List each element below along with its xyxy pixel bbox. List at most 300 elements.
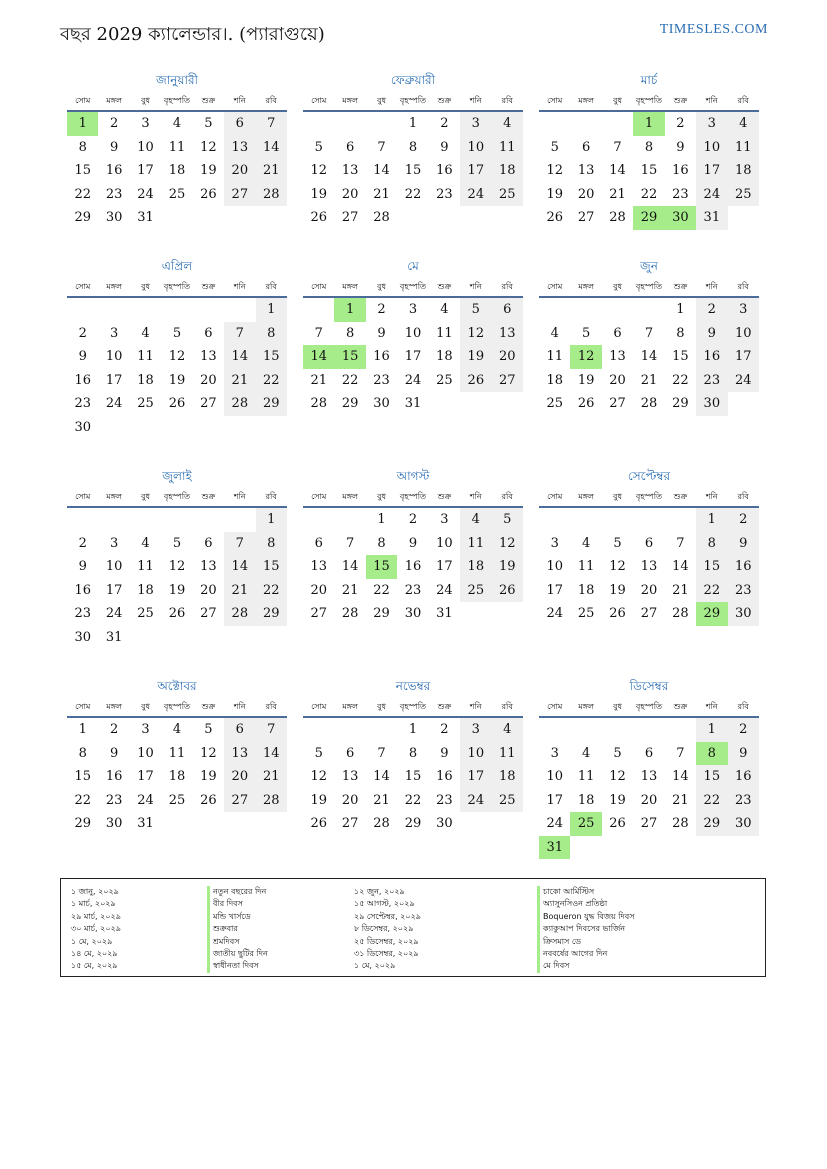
day-cell[interactable]: 9 — [377, 325, 386, 341]
day-cell[interactable]: 10 — [460, 742, 491, 766]
day-cell[interactable]: 3 — [440, 512, 449, 527]
day-cell[interactable]: 16 — [728, 555, 759, 579]
day-cell[interactable]: 16 — [105, 163, 123, 178]
day-cell[interactable]: 4 — [460, 508, 491, 532]
day-cell[interactable]: 6 — [204, 535, 213, 551]
day-cell[interactable]: 19 — [310, 186, 327, 202]
day-cell[interactable]: 1 — [696, 508, 727, 532]
day-cell[interactable]: 8 — [644, 139, 654, 155]
day-cell[interactable]: 18 — [137, 582, 154, 598]
day-cell[interactable]: 3 — [109, 325, 119, 341]
day-cell[interactable]: 11 — [492, 742, 523, 766]
day-cell[interactable]: 19 — [609, 792, 626, 808]
day-cell[interactable]: 18 — [137, 372, 154, 388]
day-cell[interactable]: 10 — [436, 535, 453, 551]
day-cell[interactable]: 28 — [672, 816, 689, 831]
day-cell[interactable]: 10 — [105, 559, 123, 574]
day-cell[interactable]: 17 — [105, 372, 123, 388]
day-cell[interactable]: 27 — [640, 816, 658, 831]
day-cell[interactable]: 18 — [728, 159, 759, 183]
day-cell[interactable]: 21 — [609, 186, 626, 202]
day-cell[interactable]: 12 — [609, 559, 626, 574]
day-cell[interactable]: 5 — [613, 745, 622, 761]
day-cell[interactable]: 27 — [609, 396, 626, 411]
day-cell[interactable]: 28 — [310, 396, 327, 411]
day-cell[interactable]: 21 — [640, 372, 658, 388]
day-cell[interactable]: 4 — [492, 112, 523, 136]
day-cell[interactable]: 3 — [141, 116, 150, 131]
day-cell[interactable]: 22 — [341, 372, 359, 388]
day-cell[interactable]: 10 — [137, 745, 154, 761]
day-cell[interactable]: 13 — [640, 559, 658, 574]
day-cell[interactable]: 24 — [460, 789, 491, 813]
day-cell[interactable]: 19 — [492, 555, 523, 579]
day-cell[interactable]: 4 — [141, 535, 150, 551]
day-cell[interactable]: 3 — [728, 298, 759, 322]
day-cell[interactable]: 9 — [728, 742, 759, 766]
day-cell[interactable]: 21 — [256, 765, 287, 789]
day-cell[interactable]: 20 — [341, 186, 359, 202]
day-cell[interactable]: 18 — [577, 582, 595, 598]
day-cell[interactable]: 20 — [640, 582, 658, 598]
day-cell[interactable]: 15 — [404, 769, 422, 784]
day-cell[interactable]: 1 — [408, 116, 418, 131]
day-cell[interactable]: 28 — [224, 392, 255, 416]
day-cell[interactable]: 1 — [256, 298, 287, 322]
day-cell[interactable]: 7 — [345, 535, 355, 551]
day-cell[interactable]: 17 — [460, 765, 491, 789]
day-cell[interactable]: 16 — [672, 163, 689, 178]
day-cell[interactable]: 29 — [256, 602, 287, 626]
day-cell[interactable]: 22 — [373, 582, 390, 598]
day-cell[interactable]: 29 — [672, 396, 689, 411]
day-cell[interactable]: 2 — [728, 508, 759, 532]
day-cell[interactable]: 21 — [672, 792, 689, 808]
holiday-day[interactable]: 1 — [334, 298, 365, 322]
day-cell[interactable]: 17 — [404, 349, 422, 364]
day-cell[interactable]: 7 — [377, 139, 386, 155]
day-cell[interactable]: 24 — [728, 369, 759, 393]
day-cell[interactable]: 9 — [109, 745, 119, 761]
day-cell[interactable]: 11 — [577, 769, 595, 784]
day-cell[interactable]: 11 — [168, 139, 186, 155]
day-cell[interactable]: 10 — [546, 769, 563, 784]
day-cell[interactable]: 1 — [256, 508, 287, 532]
day-cell[interactable]: 24 — [105, 606, 123, 621]
day-cell[interactable]: 10 — [728, 322, 759, 346]
day-cell[interactable]: 16 — [436, 163, 453, 178]
day-cell[interactable]: 28 — [373, 816, 390, 831]
day-cell[interactable]: 27 — [224, 183, 255, 207]
day-cell[interactable]: 29 — [256, 392, 287, 416]
day-cell[interactable]: 21 — [672, 582, 689, 598]
day-cell[interactable]: 6 — [204, 325, 213, 341]
day-cell[interactable]: 22 — [696, 789, 727, 813]
day-cell[interactable]: 10 — [460, 136, 491, 160]
day-cell[interactable]: 24 — [137, 792, 154, 808]
day-cell[interactable]: 1 — [377, 512, 386, 527]
day-cell[interactable]: 26 — [577, 396, 595, 411]
day-cell[interactable]: 12 — [168, 349, 186, 364]
day-cell[interactable]: 15 — [256, 345, 287, 369]
day-cell[interactable]: 3 — [696, 112, 727, 136]
day-cell[interactable]: 11 — [168, 745, 186, 761]
day-cell[interactable]: 19 — [310, 792, 327, 808]
day-cell[interactable]: 2 — [696, 298, 727, 322]
day-cell[interactable]: 31 — [404, 396, 422, 411]
day-cell[interactable]: 17 — [436, 559, 453, 574]
day-cell[interactable]: 16 — [696, 345, 727, 369]
day-cell[interactable]: 12 — [609, 769, 626, 784]
day-cell[interactable]: 8 — [78, 745, 87, 761]
day-cell[interactable]: 20 — [609, 372, 626, 388]
day-cell[interactable]: 7 — [224, 322, 255, 346]
day-cell[interactable]: 21 — [256, 159, 287, 183]
day-cell[interactable]: 21 — [310, 372, 327, 388]
day-cell[interactable]: 18 — [492, 765, 523, 789]
day-cell[interactable]: 12 — [546, 163, 563, 178]
day-cell[interactable]: 19 — [168, 582, 186, 598]
day-cell[interactable]: 15 — [672, 349, 689, 364]
day-cell[interactable]: 3 — [460, 718, 491, 742]
day-cell[interactable]: 14 — [224, 345, 255, 369]
day-cell[interactable]: 11 — [137, 559, 154, 574]
day-cell[interactable]: 31 — [137, 210, 154, 225]
day-cell[interactable]: 20 — [492, 345, 523, 369]
day-cell[interactable]: 3 — [550, 745, 559, 761]
day-cell[interactable]: 27 — [341, 210, 359, 225]
day-cell[interactable]: 24 — [546, 606, 563, 621]
day-cell[interactable]: 2 — [109, 116, 119, 131]
day-cell[interactable]: 5 — [204, 722, 213, 737]
day-cell[interactable]: 7 — [676, 535, 685, 551]
day-cell[interactable]: 8 — [377, 535, 386, 551]
day-cell[interactable]: 14 — [256, 136, 287, 160]
day-cell[interactable]: 20 — [200, 582, 217, 598]
day-cell[interactable]: 6 — [492, 298, 523, 322]
day-cell[interactable]: 4 — [581, 745, 591, 761]
day-cell[interactable]: 30 — [105, 816, 123, 831]
day-cell[interactable]: 23 — [672, 186, 689, 202]
day-cell[interactable]: 8 — [256, 532, 287, 556]
day-cell[interactable]: 31 — [436, 606, 453, 621]
holiday-day[interactable]: 1 — [67, 112, 98, 136]
day-cell[interactable]: 30 — [373, 396, 390, 411]
day-cell[interactable]: 14 — [341, 559, 359, 574]
day-cell[interactable]: 17 — [728, 345, 759, 369]
day-cell[interactable]: 18 — [168, 163, 186, 178]
day-cell[interactable]: 30 — [404, 606, 422, 621]
day-cell[interactable]: 9 — [78, 559, 87, 574]
day-cell[interactable]: 29 — [696, 812, 727, 836]
day-cell[interactable]: 26 — [460, 369, 491, 393]
day-cell[interactable]: 13 — [341, 769, 359, 784]
holiday-day[interactable]: 15 — [366, 555, 397, 579]
day-cell[interactable]: 17 — [696, 159, 727, 183]
day-cell[interactable]: 22 — [74, 186, 91, 202]
day-cell[interactable]: 3 — [460, 112, 491, 136]
day-cell[interactable]: 20 — [224, 159, 255, 183]
day-cell[interactable]: 29 — [74, 816, 91, 831]
day-cell[interactable]: 4 — [141, 325, 150, 341]
day-cell[interactable]: 5 — [460, 298, 491, 322]
day-cell[interactable]: 18 — [168, 769, 186, 784]
holiday-day[interactable]: 30 — [665, 206, 696, 230]
day-cell[interactable]: 6 — [581, 139, 591, 155]
day-cell[interactable]: 22 — [672, 372, 689, 388]
day-cell[interactable]: 2 — [109, 722, 119, 737]
day-cell[interactable]: 1 — [696, 718, 727, 742]
day-cell[interactable]: 6 — [224, 112, 255, 136]
day-cell[interactable]: 19 — [460, 345, 491, 369]
day-cell[interactable]: 28 — [609, 210, 626, 225]
day-cell[interactable]: 2 — [676, 116, 685, 131]
day-cell[interactable]: 17 — [137, 163, 154, 178]
day-cell[interactable]: 14 — [609, 163, 626, 178]
holiday-day[interactable]: 15 — [334, 345, 365, 369]
day-cell[interactable]: 11 — [137, 349, 154, 364]
day-cell[interactable]: 30 — [74, 419, 91, 435]
day-cell[interactable]: 24 — [436, 582, 453, 598]
day-cell[interactable]: 25 — [436, 372, 453, 388]
day-cell[interactable]: 27 — [200, 396, 217, 411]
day-cell[interactable]: 15 — [74, 769, 91, 784]
day-cell[interactable]: 14 — [640, 349, 658, 364]
day-cell[interactable]: 14 — [373, 769, 390, 784]
day-cell[interactable]: 19 — [200, 163, 217, 178]
day-cell[interactable]: 7 — [224, 532, 255, 556]
day-cell[interactable]: 8 — [345, 325, 355, 341]
day-cell[interactable]: 23 — [436, 792, 453, 808]
day-cell[interactable]: 2 — [408, 512, 418, 527]
day-cell[interactable]: 8 — [676, 325, 685, 341]
day-cell[interactable]: 15 — [256, 555, 287, 579]
day-cell[interactable]: 5 — [492, 508, 523, 532]
day-cell[interactable]: 12 — [492, 532, 523, 556]
holiday-day[interactable]: 8 — [696, 742, 727, 766]
day-cell[interactable]: 29 — [74, 210, 91, 225]
day-cell[interactable]: 18 — [577, 792, 595, 808]
day-cell[interactable]: 23 — [696, 369, 727, 393]
day-cell[interactable]: 24 — [137, 186, 154, 202]
day-cell[interactable]: 5 — [581, 325, 591, 341]
day-cell[interactable]: 23 — [728, 789, 759, 813]
day-cell[interactable]: 14 — [256, 742, 287, 766]
day-cell[interactable]: 30 — [696, 392, 727, 416]
day-cell[interactable]: 6 — [314, 535, 323, 551]
day-cell[interactable]: 13 — [341, 163, 359, 178]
day-cell[interactable]: 25 — [168, 792, 186, 808]
day-cell[interactable]: 23 — [74, 606, 91, 621]
day-cell[interactable]: 29 — [404, 816, 422, 831]
day-cell[interactable]: 2 — [78, 325, 87, 341]
day-cell[interactable]: 10 — [137, 139, 154, 155]
day-cell[interactable]: 18 — [436, 349, 453, 364]
day-cell[interactable]: 23 — [105, 186, 123, 202]
day-cell[interactable]: 30 — [105, 210, 123, 225]
brand-logo[interactable]: TIMESLES.COM — [659, 22, 768, 37]
day-cell[interactable]: 3 — [408, 302, 418, 317]
holiday-day[interactable]: 31 — [539, 836, 570, 860]
day-cell[interactable]: 6 — [644, 745, 654, 761]
day-cell[interactable]: 31 — [137, 816, 154, 831]
day-cell[interactable]: 11 — [546, 349, 563, 364]
day-cell[interactable]: 25 — [577, 606, 595, 621]
day-cell[interactable]: 28 — [672, 606, 689, 621]
day-cell[interactable]: 27 — [310, 606, 327, 621]
day-cell[interactable]: 28 — [256, 183, 287, 207]
day-cell[interactable]: 18 — [492, 159, 523, 183]
day-cell[interactable]: 28 — [373, 210, 390, 225]
day-cell[interactable]: 17 — [460, 159, 491, 183]
day-cell[interactable]: 31 — [105, 629, 123, 645]
day-cell[interactable]: 26 — [609, 606, 626, 621]
day-cell[interactable]: 12 — [310, 769, 327, 784]
day-cell[interactable]: 16 — [373, 349, 390, 364]
day-cell[interactable]: 8 — [696, 532, 727, 556]
day-cell[interactable]: 9 — [676, 139, 685, 155]
day-cell[interactable]: 14 — [224, 555, 255, 579]
day-cell[interactable]: 26 — [168, 606, 186, 621]
day-cell[interactable]: 23 — [105, 792, 123, 808]
day-cell[interactable]: 16 — [436, 769, 453, 784]
day-cell[interactable]: 19 — [546, 186, 563, 202]
day-cell[interactable]: 7 — [256, 718, 287, 742]
day-cell[interactable]: 20 — [341, 792, 359, 808]
day-cell[interactable]: 21 — [373, 186, 390, 202]
day-cell[interactable]: 11 — [436, 325, 453, 341]
day-cell[interactable]: 10 — [105, 349, 123, 364]
holiday-day[interactable]: 1 — [633, 112, 664, 136]
day-cell[interactable]: 13 — [310, 559, 327, 574]
day-cell[interactable]: 25 — [546, 396, 563, 411]
day-cell[interactable]: 7 — [613, 139, 622, 155]
day-cell[interactable]: 21 — [224, 579, 255, 603]
day-cell[interactable]: 27 — [640, 606, 658, 621]
day-cell[interactable]: 23 — [436, 186, 453, 202]
day-cell[interactable]: 4 — [581, 535, 591, 551]
day-cell[interactable]: 26 — [310, 816, 327, 831]
day-cell[interactable]: 4 — [440, 302, 449, 317]
day-cell[interactable]: 22 — [74, 792, 91, 808]
day-cell[interactable]: 4 — [492, 718, 523, 742]
day-cell[interactable]: 7 — [256, 112, 287, 136]
day-cell[interactable]: 30 — [728, 812, 759, 836]
day-cell[interactable]: 25 — [460, 579, 491, 603]
day-cell[interactable]: 13 — [224, 136, 255, 160]
day-cell[interactable]: 6 — [613, 325, 622, 341]
day-cell[interactable]: 26 — [492, 579, 523, 603]
day-cell[interactable]: 20 — [200, 372, 217, 388]
day-cell[interactable]: 12 — [200, 745, 217, 761]
day-cell[interactable]: 22 — [696, 579, 727, 603]
day-cell[interactable]: 10 — [546, 559, 563, 574]
day-cell[interactable]: 28 — [256, 789, 287, 813]
day-cell[interactable]: 19 — [609, 582, 626, 598]
day-cell[interactable]: 25 — [137, 606, 154, 621]
day-cell[interactable]: 7 — [377, 745, 386, 761]
day-cell[interactable]: 9 — [78, 349, 87, 364]
day-cell[interactable]: 3 — [109, 535, 119, 551]
day-cell[interactable]: 8 — [408, 139, 418, 155]
day-cell[interactable]: 13 — [640, 769, 658, 784]
day-cell[interactable]: 17 — [105, 582, 123, 598]
day-cell[interactable]: 8 — [408, 745, 418, 761]
day-cell[interactable]: 11 — [492, 136, 523, 160]
day-cell[interactable]: 9 — [109, 139, 119, 155]
day-cell[interactable]: 11 — [728, 136, 759, 160]
day-cell[interactable]: 20 — [640, 792, 658, 808]
day-cell[interactable]: 26 — [310, 210, 327, 225]
day-cell[interactable]: 5 — [613, 535, 622, 551]
day-cell[interactable]: 4 — [728, 112, 759, 136]
day-cell[interactable]: 4 — [172, 722, 182, 737]
day-cell[interactable]: 7 — [676, 745, 685, 761]
day-cell[interactable]: 21 — [341, 582, 359, 598]
day-cell[interactable]: 27 — [200, 606, 217, 621]
day-cell[interactable]: 27 — [341, 816, 359, 831]
day-cell[interactable]: 25 — [492, 183, 523, 207]
day-cell[interactable]: 14 — [672, 559, 689, 574]
day-cell[interactable]: 16 — [105, 769, 123, 784]
day-cell[interactable]: 9 — [408, 535, 418, 551]
day-cell[interactable]: 26 — [609, 816, 626, 831]
day-cell[interactable]: 30 — [436, 816, 453, 831]
day-cell[interactable]: 26 — [546, 210, 563, 225]
day-cell[interactable]: 4 — [550, 325, 559, 341]
day-cell[interactable]: 11 — [577, 559, 595, 574]
day-cell[interactable]: 14 — [373, 163, 390, 178]
day-cell[interactable]: 25 — [492, 789, 523, 813]
day-cell[interactable]: 13 — [492, 322, 523, 346]
day-cell[interactable]: 13 — [577, 163, 595, 178]
holiday-day[interactable]: 12 — [570, 345, 601, 369]
day-cell[interactable]: 6 — [345, 745, 355, 761]
day-cell[interactable]: 15 — [74, 163, 91, 178]
day-cell[interactable]: 9 — [440, 745, 449, 761]
day-cell[interactable]: 16 — [74, 582, 91, 598]
day-cell[interactable]: 4 — [172, 116, 182, 131]
day-cell[interactable]: 23 — [404, 582, 422, 598]
day-cell[interactable]: 7 — [314, 325, 323, 341]
day-cell[interactable]: 8 — [256, 322, 287, 346]
day-cell[interactable]: 12 — [460, 322, 491, 346]
day-cell[interactable]: 15 — [640, 163, 658, 178]
day-cell[interactable]: 28 — [640, 396, 658, 411]
day-cell[interactable]: 1 — [676, 302, 685, 317]
day-cell[interactable]: 19 — [577, 372, 595, 388]
day-cell[interactable]: 13 — [609, 349, 626, 364]
day-cell[interactable]: 12 — [310, 163, 327, 178]
holiday-day[interactable]: 29 — [633, 206, 664, 230]
day-cell[interactable]: 7 — [644, 325, 654, 341]
day-cell[interactable]: 18 — [546, 372, 563, 388]
day-cell[interactable]: 10 — [696, 136, 727, 160]
day-cell[interactable]: 27 — [224, 789, 255, 813]
day-cell[interactable]: 24 — [105, 396, 123, 411]
day-cell[interactable]: 27 — [492, 369, 523, 393]
day-cell[interactable]: 16 — [74, 372, 91, 388]
day-cell[interactable]: 21 — [224, 369, 255, 393]
day-cell[interactable]: 5 — [550, 139, 559, 155]
day-cell[interactable]: 20 — [224, 765, 255, 789]
day-cell[interactable]: 16 — [404, 559, 422, 574]
day-cell[interactable]: 19 — [200, 769, 217, 784]
day-cell[interactable]: 23 — [74, 396, 91, 411]
day-cell[interactable]: 5 — [172, 535, 182, 551]
day-cell[interactable]: 11 — [460, 532, 491, 556]
day-cell[interactable]: 17 — [546, 792, 563, 808]
